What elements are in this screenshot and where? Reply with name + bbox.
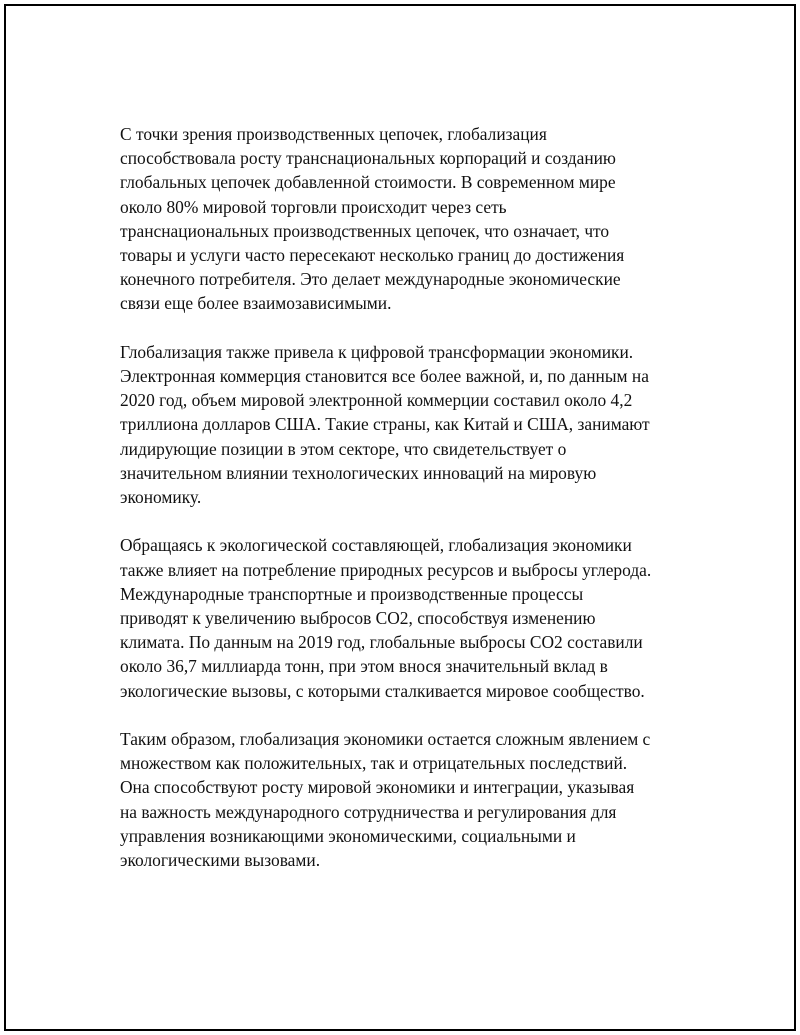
text-line: экологические вызовы, с которыми сталкивается мировое сообщество. [120, 680, 645, 701]
text-line: на важность международного сотрудничества и регулирования для [120, 801, 617, 822]
text-line: экологическими вызовами. [120, 850, 321, 871]
text-line: конечного потребителя. Это делает международные экономические [120, 269, 621, 290]
paragraph-supply-chains [120, 122, 695, 316]
paragraph-ecology [120, 533, 695, 702]
text-line: С точки зрения производственных цепочек, глобализация [120, 124, 547, 144]
paragraph-digital-transformation [120, 340, 695, 509]
text-line: Она способствуют росту мировой экономики и интеграции, указывая [120, 777, 635, 798]
text-line: управления возникающими экономическими, социальными и [120, 825, 576, 846]
text-line: около 80% мировой торговли происходит через сеть [120, 196, 507, 217]
text-line: Электронная коммерция становится все более важной, и, по данным на [120, 366, 649, 387]
text-line: Таким образом, глобализация экономики остается сложным явлением с [120, 729, 651, 750]
text-line: лидирующие позиции в этом секторе, что свидетельствует о [120, 438, 567, 459]
text-line: 2020 год, объем мировой электронной коммерции составил около 4,2 [120, 390, 633, 411]
text-line: связи еще более взаимозависимыми. [120, 293, 392, 314]
text-line: Глобализация также привела к цифровой трансформации экономики. [120, 341, 634, 362]
text-line: триллиона долларов США. Такие страны, как Китай и США, занимают [120, 414, 650, 435]
text-line: экономику. [120, 487, 202, 508]
document-body [120, 122, 695, 896]
text-line: товары и услуги часто пересекают несколько границ до достижения [120, 245, 625, 266]
paragraph-conclusion [120, 727, 695, 872]
text-line: Международные транспортные и производственные процессы [120, 583, 584, 604]
document-page [4, 4, 796, 1031]
text-line: глобальных цепочек добавленной стоимости. В современном мире [120, 172, 616, 193]
text-line: Обращаясь к экологической составляющей, глобализация экономики [120, 535, 632, 556]
text-line: около 36,7 миллиарда тонн, при этом внося значительный вклад в [120, 656, 608, 677]
text-line: способствовала росту транснациональных корпораций и созданию [120, 148, 616, 169]
text-line: климата. По данным на 2019 год, глобальные выбросы CO2 составили [120, 632, 643, 653]
text-line: приводят к увеличению выбросов CO2, способствуя изменению [120, 608, 596, 629]
text-line: множеством как положительных, так и отрицательных последствий. [120, 753, 628, 774]
text-line: транснациональных производственных цепочек, что означает, что [120, 220, 610, 241]
text-line: также влияет на потребление природных ресурсов и выбросы углерода. [120, 559, 652, 580]
text-line: значительном влиянии технологических инноваций на мировую [120, 462, 597, 483]
